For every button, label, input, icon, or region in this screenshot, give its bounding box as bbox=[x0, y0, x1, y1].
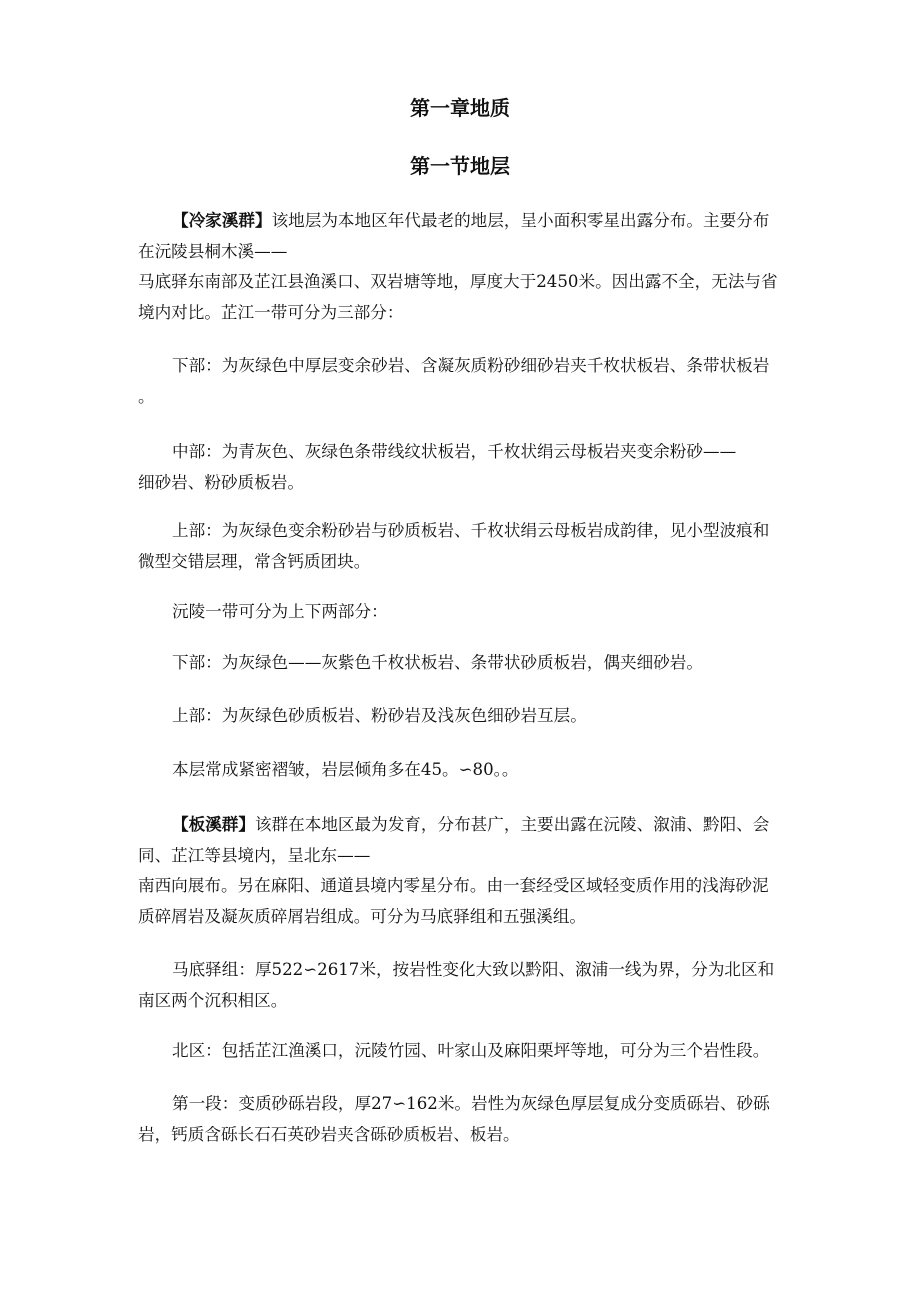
paragraph-line bbox=[138, 841, 808, 872]
paragraph-line bbox=[138, 547, 808, 578]
line-text: 上部：为灰绿色变余粉砂岩与砂质板岩、千枚状绢云母板岩成韵律，见小型波痕和 bbox=[172, 521, 770, 540]
paragraph-line bbox=[138, 701, 808, 732]
paragraph-line bbox=[138, 871, 808, 902]
paragraph-line bbox=[138, 298, 808, 329]
paragraph-line bbox=[138, 902, 808, 933]
paragraph bbox=[138, 755, 808, 786]
paragraph-line bbox=[138, 1036, 808, 1067]
paragraph-line bbox=[138, 516, 808, 547]
line-text: 岩，钙质含砾长石石英砂岩夹含砾砂质板岩、板岩。 bbox=[138, 1124, 520, 1144]
paragraph bbox=[138, 597, 808, 628]
paragraph bbox=[138, 810, 808, 932]
line-text: 本层常成紧密褶皱，岩层倾角多在45。∽80。。 bbox=[172, 760, 519, 779]
paragraph bbox=[138, 437, 808, 498]
line-text: 马底驿东南部及芷江县渔溪口、双岩塘等地，厚度大于2450米。因出露不全，无法与省 bbox=[138, 272, 778, 292]
section-title: 第一节地层 bbox=[410, 154, 510, 178]
paragraph-line bbox=[138, 206, 808, 237]
line-text: 北区：包括芷江渔溪口，沅陵竹园、叶家山及麻阳栗坪等地，可分为三个岩性段。 bbox=[172, 1041, 770, 1060]
paragraph-line bbox=[138, 1089, 808, 1120]
paragraph bbox=[138, 955, 808, 1016]
paragraph-heading: 【冷家溪群】 bbox=[172, 211, 272, 230]
line-text: 第一段：变质砂砾岩段，厚27∽162米。岩性为灰绿色厚层复成分变质砾岩、砂砾 bbox=[172, 1094, 770, 1113]
paragraph-line bbox=[138, 1120, 808, 1151]
line-text: 在沅陵县桐木溪—— bbox=[138, 241, 288, 261]
paragraph-line bbox=[138, 437, 808, 468]
line-text: 微型交错层理，常含钙质团块。 bbox=[138, 551, 371, 571]
paragraph bbox=[138, 1089, 808, 1150]
paragraph-line bbox=[138, 267, 808, 298]
line-text: 下部：为灰绿色中厚层变余砂岩、含凝灰质粉砂细砂岩夹千枚状板岩、条带状板岩 bbox=[172, 356, 770, 375]
line-text: 中部：为青灰色、灰绿色条带线纹状板岩，千枚状绢云母板岩夹变余粉砂—— bbox=[172, 442, 737, 461]
paragraph bbox=[138, 1036, 808, 1067]
paragraph-line bbox=[138, 955, 808, 986]
paragraph-line bbox=[138, 986, 808, 1017]
line-text: 南区两个沉积相区。 bbox=[138, 990, 288, 1010]
paragraph-line bbox=[138, 468, 808, 499]
line-text: 质碎屑岩及凝灰质碎屑岩组成。可分为马底驿组和五强溪组。 bbox=[138, 906, 587, 926]
paragraph bbox=[138, 206, 808, 328]
line-text: 上部：为灰绿色砂质板岩、粉砂岩及浅灰色细砂岩互层。 bbox=[172, 706, 587, 725]
paragraph bbox=[138, 648, 808, 679]
paragraph-line bbox=[138, 755, 808, 786]
line-text: 境内对比。芷江一带可分为三部分： bbox=[138, 302, 404, 322]
paragraph-line bbox=[138, 597, 808, 628]
line-text: 同、芷江等县境内，呈北东—— bbox=[138, 845, 371, 865]
paragraph-heading: 【板溪群】 bbox=[172, 815, 255, 834]
line-text: 下部：为灰绿色——灰紫色千枚状板岩、条带状砂质板岩，偶夹细砂岩。 bbox=[172, 653, 703, 672]
paragraph-line bbox=[138, 351, 808, 382]
line-text: 。 bbox=[138, 386, 155, 406]
line-text: 该地层为本地区年代最老的地层，呈小面积零星出露分布。主要分布 bbox=[271, 211, 770, 230]
paragraph-line bbox=[138, 237, 808, 268]
line-text: 马底驿组：厚522∽2617米，按岩性变化大致以黔阳、溆浦一线为界，分为北区和 bbox=[172, 960, 775, 979]
paragraph bbox=[138, 351, 808, 412]
chapter-title: 第一章地质 bbox=[410, 96, 510, 120]
line-text: 细砂岩、粉砂质板岩。 bbox=[138, 472, 304, 492]
paragraph bbox=[138, 516, 808, 577]
line-text: 南西向展布。另在麻阳、通道县境内零星分布。由一套经受区域轻变质作用的浅海砂泥 bbox=[138, 876, 769, 896]
paragraph-line bbox=[138, 382, 808, 413]
line-text: 该群在本地区最为发育，分布甚广，主要出露在沅陵、溆浦、黔阳、会 bbox=[254, 815, 770, 834]
paragraph-line bbox=[138, 810, 808, 841]
paragraph bbox=[138, 701, 808, 732]
paragraph-line bbox=[138, 648, 808, 679]
line-text: 沅陵一带可分为上下两部分： bbox=[172, 602, 388, 621]
